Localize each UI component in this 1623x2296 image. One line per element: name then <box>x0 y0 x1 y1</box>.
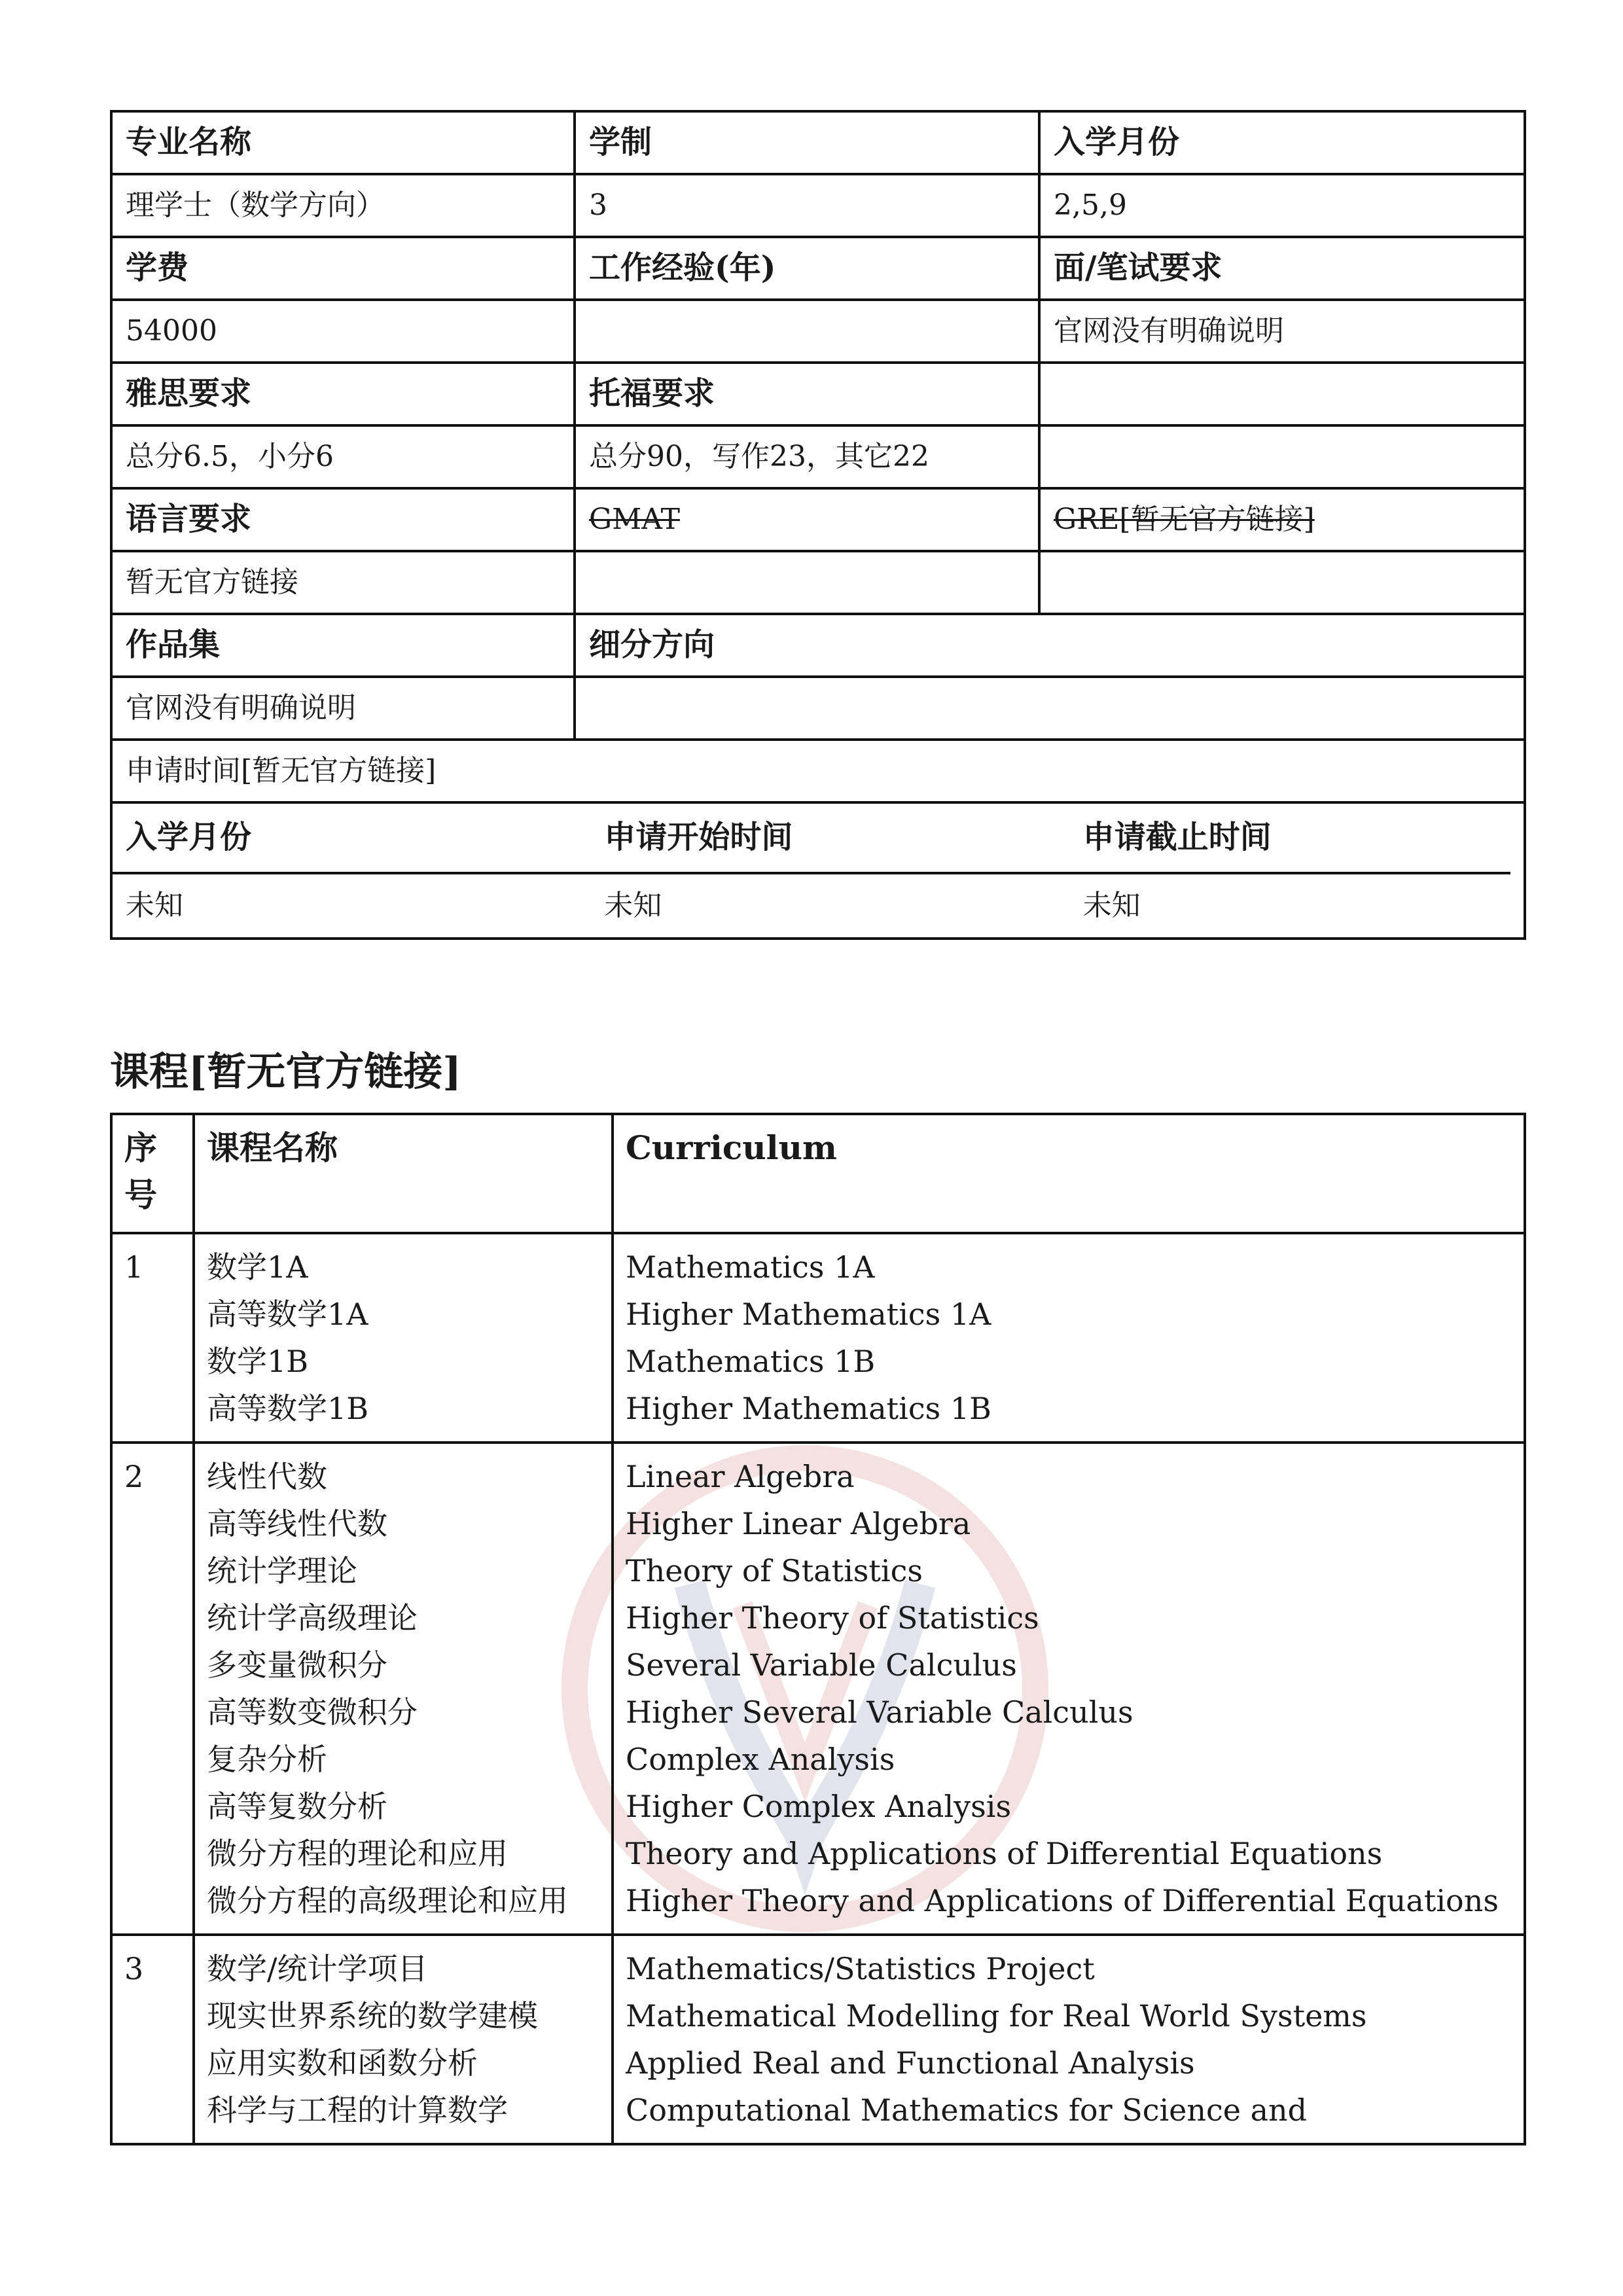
interview-value: 官网没有明确说明 <box>1039 300 1525 363</box>
empty-header <box>1039 363 1525 425</box>
course-names-en <box>613 1233 1525 1443</box>
tuition-value: 54000 <box>111 300 575 363</box>
ielts-value: 总分6.5，小分6 <box>111 425 575 488</box>
course-group-row <box>111 1935 1525 2144</box>
course-names-en <box>613 1443 1525 1935</box>
info-header-row <box>111 237 1525 300</box>
course-name-cn: 多变量微积分 <box>207 1647 387 1683</box>
course-name-cn: 数学1A <box>207 1249 308 1285</box>
course-name-cn: 微分方程的高级理论和应用 <box>207 1883 568 1918</box>
specialization-header: 细分方向 <box>575 614 1525 677</box>
application-schedule-table <box>113 804 1524 937</box>
tuition-header: 学费 <box>111 237 575 300</box>
apply-value-pad <box>1510 873 1524 937</box>
course-name-en: Computational Mathematics for Science and <box>626 2092 1308 2128</box>
application-schedule-cell <box>111 802 1525 939</box>
course-name-en: Mathematics 1A <box>626 1249 875 1285</box>
seq-header-line: 序 <box>124 1128 157 1167</box>
course-group-number: 3 <box>111 1935 194 2144</box>
apply-start-value: 未知 <box>604 888 662 922</box>
course-name-cn: 统计学理论 <box>207 1553 357 1588</box>
course-names-cn <box>194 1233 613 1443</box>
course-names-cn <box>194 1935 613 2144</box>
course-name-en: Applied Real and Functional Analysis <box>626 2045 1195 2081</box>
course-name-en: Higher Linear Algebra <box>626 1506 971 1541</box>
course-name-cn: 现实世界系统的数学建模 <box>207 1998 538 2034</box>
apply-deadline-value: 未知 <box>1082 888 1141 922</box>
course-group-row <box>111 1443 1525 1935</box>
course-name-en: Mathematical Modelling for Real World Systems <box>626 1998 1367 2034</box>
ielts-header: 雅思要求 <box>111 363 575 425</box>
interview-header: 面/笔试要求 <box>1039 237 1525 300</box>
course-group-row <box>111 1233 1525 1443</box>
apply-start-header: 申请开始时间 <box>591 804 1069 873</box>
major-name-header: 专业名称 <box>111 111 575 174</box>
course-name-cn: 微分方程的理论和应用 <box>207 1836 508 1871</box>
info-value-row <box>111 677 1525 740</box>
course-name-cn: 线性代数 <box>207 1459 327 1494</box>
major-name-value: 理学士（数学方向） <box>111 174 575 237</box>
apply-deadline-header: 申请截止时间 <box>1070 804 1510 873</box>
course-name-cn: 高等复数分析 <box>207 1789 387 1824</box>
intake-month-header: 入学月份 <box>1039 111 1525 174</box>
info-header-row <box>111 488 1525 551</box>
gmat-header: GMAT <box>575 488 1039 551</box>
seq-header-line: 号 <box>124 1175 157 1214</box>
courses-section-title: 课程[暂无官方链接] <box>110 1049 461 1095</box>
course-name-en: Several Variable Calculus <box>626 1647 1017 1683</box>
course-name-cn: 高等数变微积分 <box>207 1695 418 1730</box>
course-names-en <box>613 1935 1525 2144</box>
gre-value <box>1039 551 1525 614</box>
course-table <box>110 1113 1526 2145</box>
course-name-en: Higher Complex Analysis <box>626 1789 1012 1824</box>
apply-header-pad <box>1510 804 1524 873</box>
program-info-table <box>110 110 1526 940</box>
course-name-en: Higher Theory of Statistics <box>626 1600 1039 1636</box>
application-header-row <box>113 804 1524 873</box>
course-names-cn <box>194 1443 613 1935</box>
portfolio-header: 作品集 <box>111 614 575 677</box>
apply-intake-value: 未知 <box>126 888 183 922</box>
duration-value: 3 <box>575 174 1039 237</box>
application-time-label: 申请时间[暂无官方链接] <box>111 740 1525 802</box>
course-name-en: Higher Several Variable Calculus <box>626 1695 1133 1730</box>
course-group-number: 1 <box>111 1233 194 1443</box>
toefl-header: 托福要求 <box>575 363 1039 425</box>
application-value-row <box>113 873 1524 937</box>
empty-value <box>1039 425 1525 488</box>
info-value-row <box>111 425 1525 488</box>
toefl-value: 总分90，写作23，其它22 <box>575 425 1039 488</box>
course-name-en: Higher Theory and Applications of Differential Equations <box>626 1883 1499 1918</box>
curriculum-header: Curriculum <box>613 1114 1525 1233</box>
info-header-row <box>111 363 1525 425</box>
course-name-cn: 应用实数和函数分析 <box>207 2045 478 2081</box>
info-header-row <box>111 111 1525 174</box>
course-name-cn: 科学与工程的计算数学 <box>207 2092 508 2128</box>
language-requirement-value: 暂无官方链接 <box>111 551 575 614</box>
portfolio-value: 官网没有明确说明 <box>111 677 575 740</box>
course-header-row <box>111 1114 1525 1233</box>
course-name-en: Theory of Statistics <box>626 1553 923 1588</box>
application-schedule-row <box>111 802 1525 939</box>
course-name-en: Linear Algebra <box>626 1459 855 1494</box>
seq-header <box>111 1114 194 1233</box>
course-name-en: Mathematics 1B <box>626 1344 876 1379</box>
course-name-cn: 数学/统计学项目 <box>207 1951 428 1986</box>
course-name-cn: 高等线性代数 <box>207 1506 387 1541</box>
course-name-cn: 统计学高级理论 <box>207 1600 418 1636</box>
gre-header: GRE[暂无官方链接] <box>1039 488 1525 551</box>
info-value-row <box>111 300 1525 363</box>
duration-header: 学制 <box>575 111 1039 174</box>
course-name-en: Mathematics/Statistics Project <box>626 1951 1095 1986</box>
course-name-cn: 高等数学1A <box>207 1297 368 1332</box>
specialization-value <box>575 677 1525 740</box>
course-name-header: 课程名称 <box>194 1114 613 1233</box>
course-name-en: Higher Mathematics 1A <box>626 1297 991 1332</box>
course-name-en: Higher Mathematics 1B <box>626 1391 991 1426</box>
course-group-number: 2 <box>111 1443 194 1935</box>
work-experience-header: 工作经验(年) <box>575 237 1039 300</box>
info-header-row <box>111 614 1525 677</box>
course-name-cn: 复杂分析 <box>207 1742 327 1777</box>
course-name-cn: 数学1B <box>207 1344 309 1379</box>
course-name-en: Complex Analysis <box>626 1742 895 1777</box>
gmat-value <box>575 551 1039 614</box>
course-name-cn: 高等数学1B <box>207 1391 369 1426</box>
info-value-row <box>111 174 1525 237</box>
application-time-row <box>111 740 1525 802</box>
work-experience-value <box>575 300 1039 363</box>
info-value-row <box>111 551 1525 614</box>
apply-intake-header: 入学月份 <box>113 804 591 873</box>
language-requirement-header: 语言要求 <box>111 488 575 551</box>
course-name-en: Theory and Applications of Differential Equations <box>626 1836 1383 1871</box>
intake-month-value: 2,5,9 <box>1039 174 1525 237</box>
